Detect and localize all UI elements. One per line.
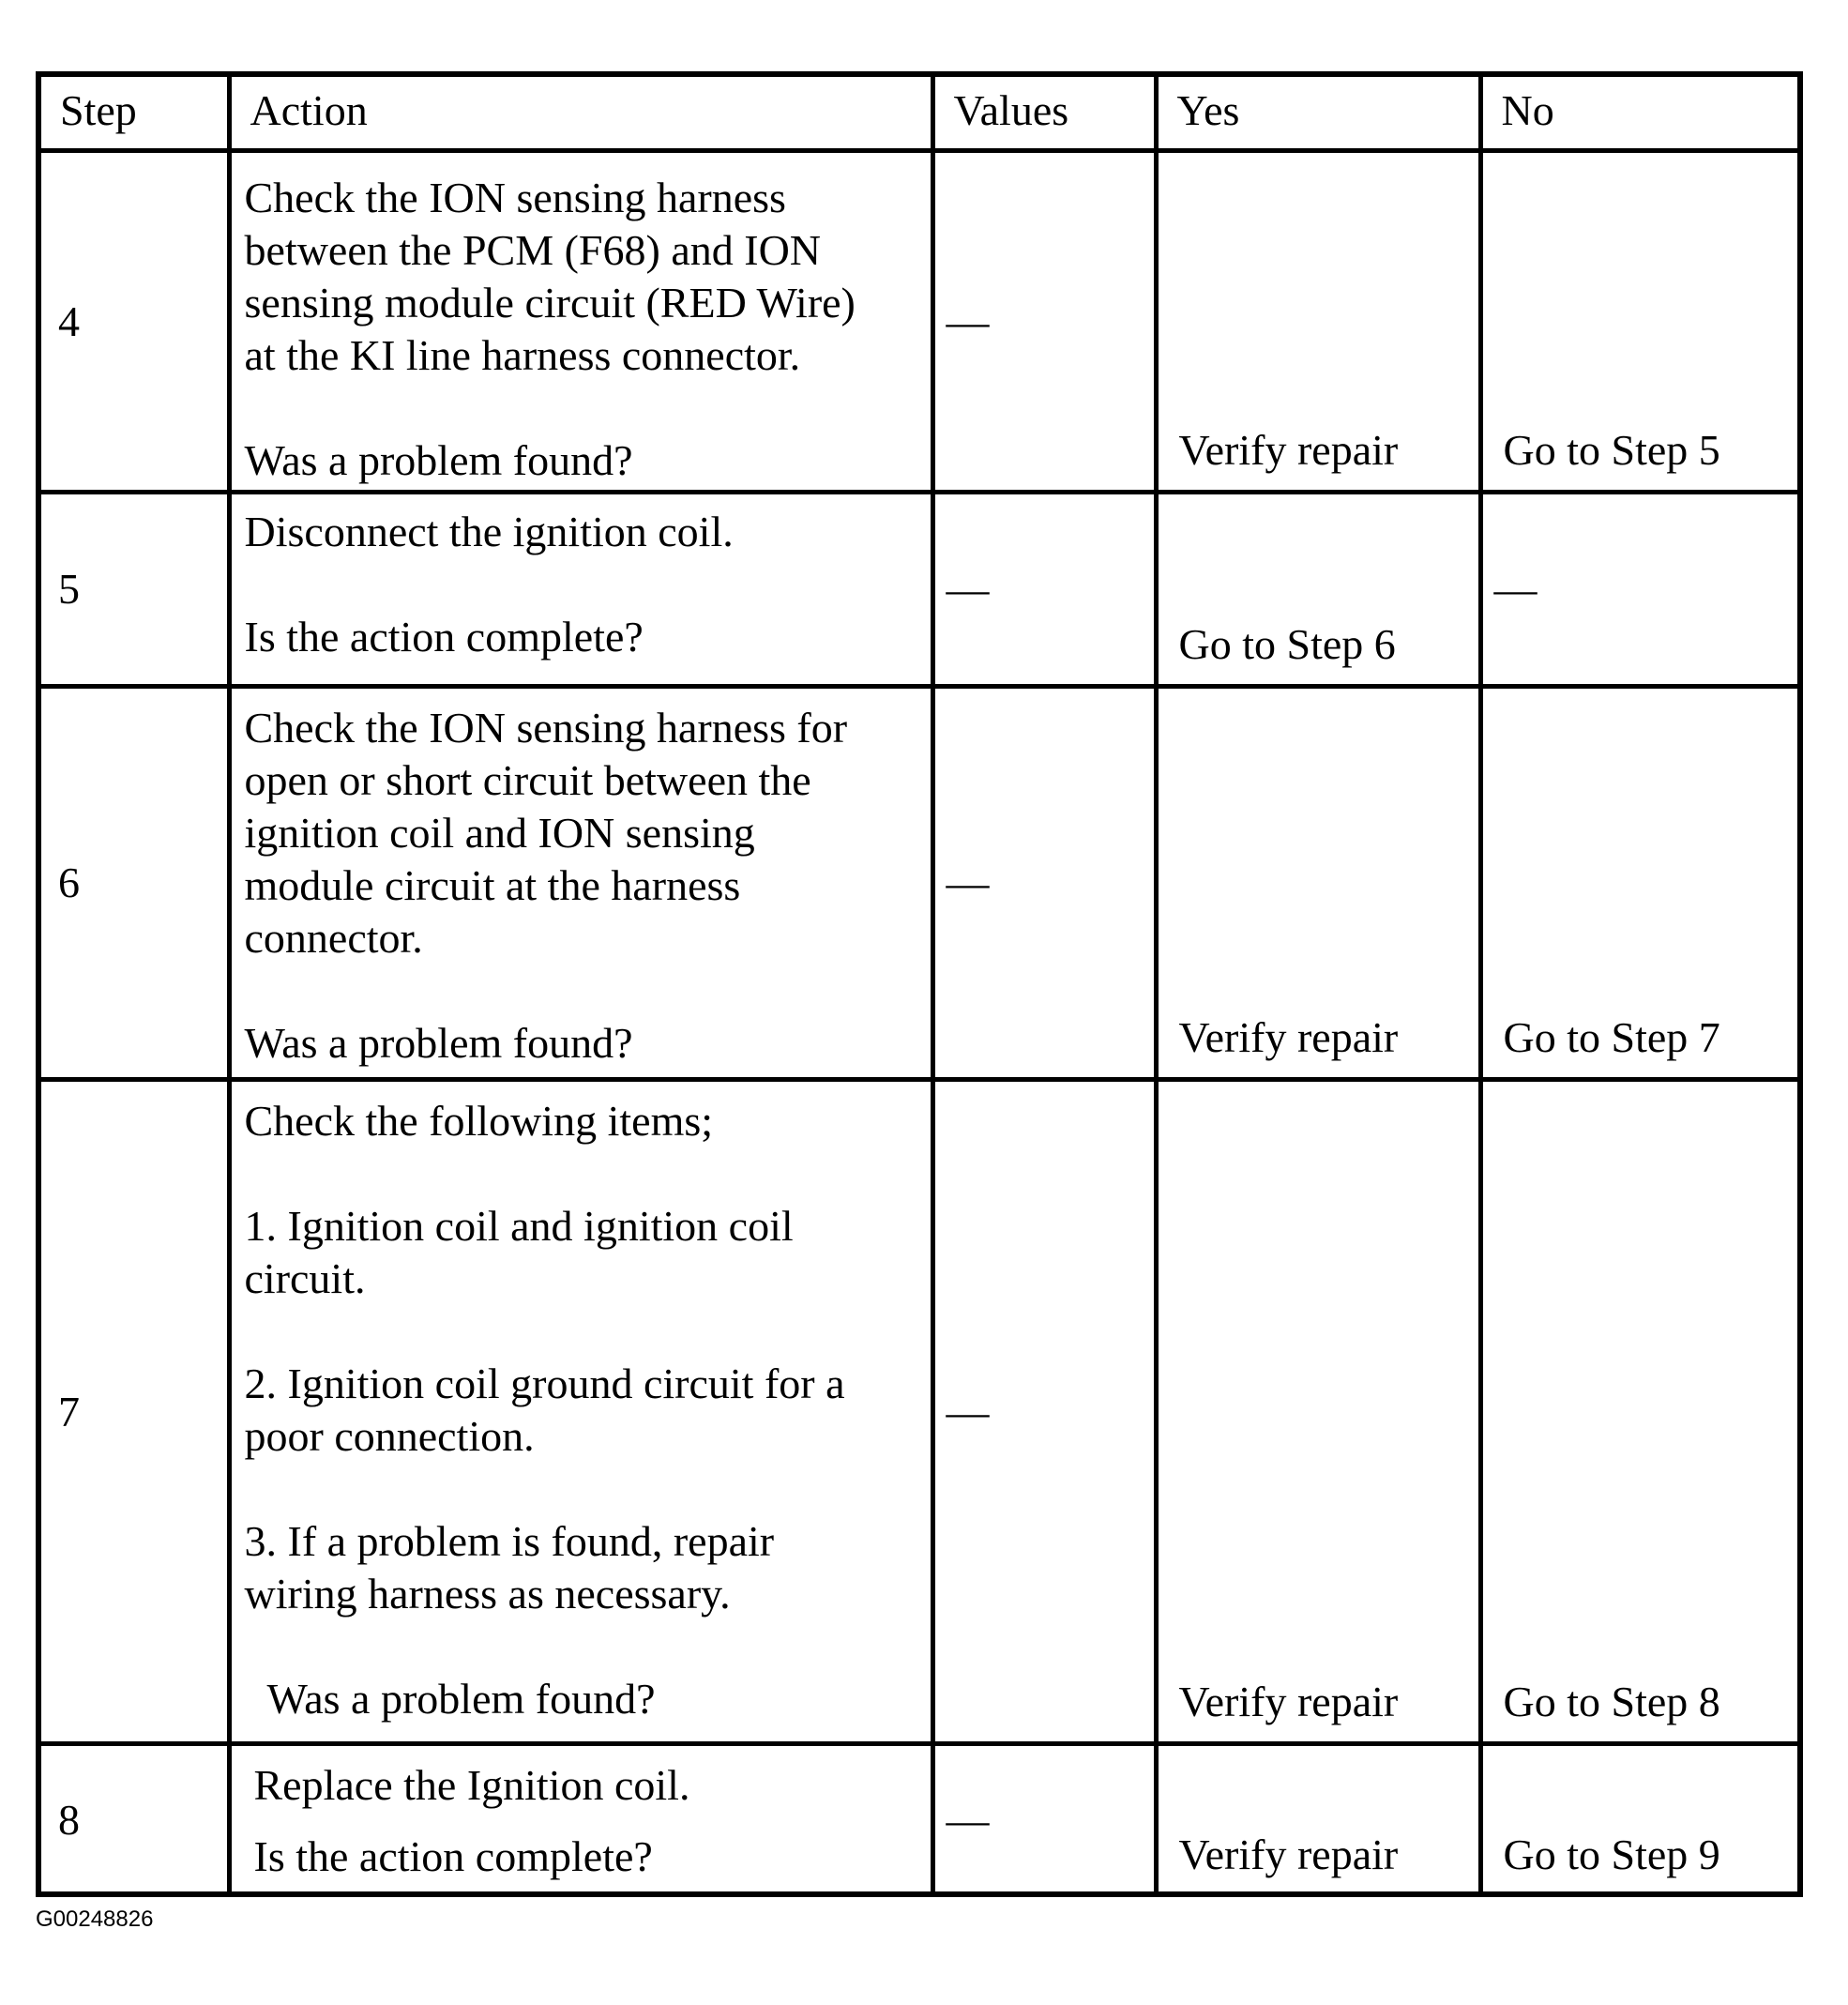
header-no: No	[1480, 77, 1797, 151]
table-row	[41, 687, 1797, 1080]
action-line: module circuit at the harness	[244, 861, 741, 909]
step-number: 7	[41, 1080, 229, 1744]
no-cell: Go to Step 9	[1480, 1744, 1797, 1894]
header-row	[41, 77, 1797, 151]
action-line: Check the ION sensing harness	[244, 174, 786, 221]
action-line: ignition coil and ION sensing	[244, 809, 755, 857]
no-cell: —	[1480, 493, 1797, 687]
step-number: 5	[41, 493, 229, 687]
no-cell: Go to Step 8	[1480, 1080, 1797, 1744]
action-line: at the KI line harness connector.	[244, 331, 801, 379]
table-row	[41, 1080, 1797, 1744]
header-yes: Yes	[1156, 77, 1480, 151]
action-cell	[229, 1744, 932, 1894]
action-cell	[229, 1080, 932, 1744]
action-line: circuit.	[244, 1254, 366, 1302]
action-line: connector.	[244, 914, 423, 962]
action-intro: Check the following items;	[244, 1097, 714, 1145]
table-row	[41, 493, 1797, 687]
figure-id: G00248826	[36, 1906, 154, 1932]
action-question: Was a problem found?	[244, 436, 633, 484]
table-row	[41, 1744, 1797, 1894]
values-cell: —	[932, 1744, 1156, 1894]
yes-cell: Verify repair	[1156, 1080, 1480, 1744]
header-action: Action	[229, 77, 932, 151]
action-line: sensing module circuit (RED Wire)	[244, 279, 856, 327]
action-question: Was a problem found?	[266, 1675, 656, 1723]
action-line: open or short circuit between the	[244, 756, 811, 804]
step-number: 8	[41, 1744, 229, 1894]
action-cell	[229, 151, 932, 493]
action-line: 2. Ignition coil ground circuit for a	[244, 1359, 845, 1407]
action-line: Replace the Ignition coil.	[253, 1761, 690, 1809]
no-cell: Go to Step 5	[1480, 151, 1797, 493]
action-line: poor connection.	[244, 1412, 535, 1460]
header-step: Step	[41, 77, 229, 151]
step-number: 4	[41, 151, 229, 493]
action-question: Was a problem found?	[244, 1019, 633, 1067]
action-line: Disconnect the ignition coil.	[244, 508, 734, 555]
diagnostic-table	[36, 71, 1803, 1897]
action-line: 3. If a problem is found, repair	[244, 1517, 775, 1565]
yes-cell: Go to Step 6	[1156, 493, 1480, 687]
step-number: 6	[41, 687, 229, 1080]
values-cell: —	[932, 151, 1156, 493]
values-cell: —	[932, 687, 1156, 1080]
action-line: between the PCM (F68) and ION	[244, 226, 822, 274]
action-line: 1. Ignition coil and ignition coil	[244, 1202, 794, 1250]
yes-cell: Verify repair	[1156, 1744, 1480, 1894]
yes-cell: Verify repair	[1156, 687, 1480, 1080]
action-line: wiring harness as necessary.	[244, 1570, 731, 1618]
action-line: Check the ION sensing harness for	[244, 704, 848, 752]
action-question: Is the action complete?	[244, 613, 644, 661]
yes-cell: Verify repair	[1156, 151, 1480, 493]
table-row	[41, 151, 1797, 493]
diagnostic-table-grid	[41, 77, 1797, 1894]
header-values: Values	[932, 77, 1156, 151]
no-cell: Go to Step 7	[1480, 687, 1797, 1080]
action-cell	[229, 687, 932, 1080]
action-question: Is the action complete?	[253, 1832, 653, 1880]
action-cell	[229, 493, 932, 687]
values-cell: —	[932, 493, 1156, 687]
values-cell: —	[932, 1080, 1156, 1744]
